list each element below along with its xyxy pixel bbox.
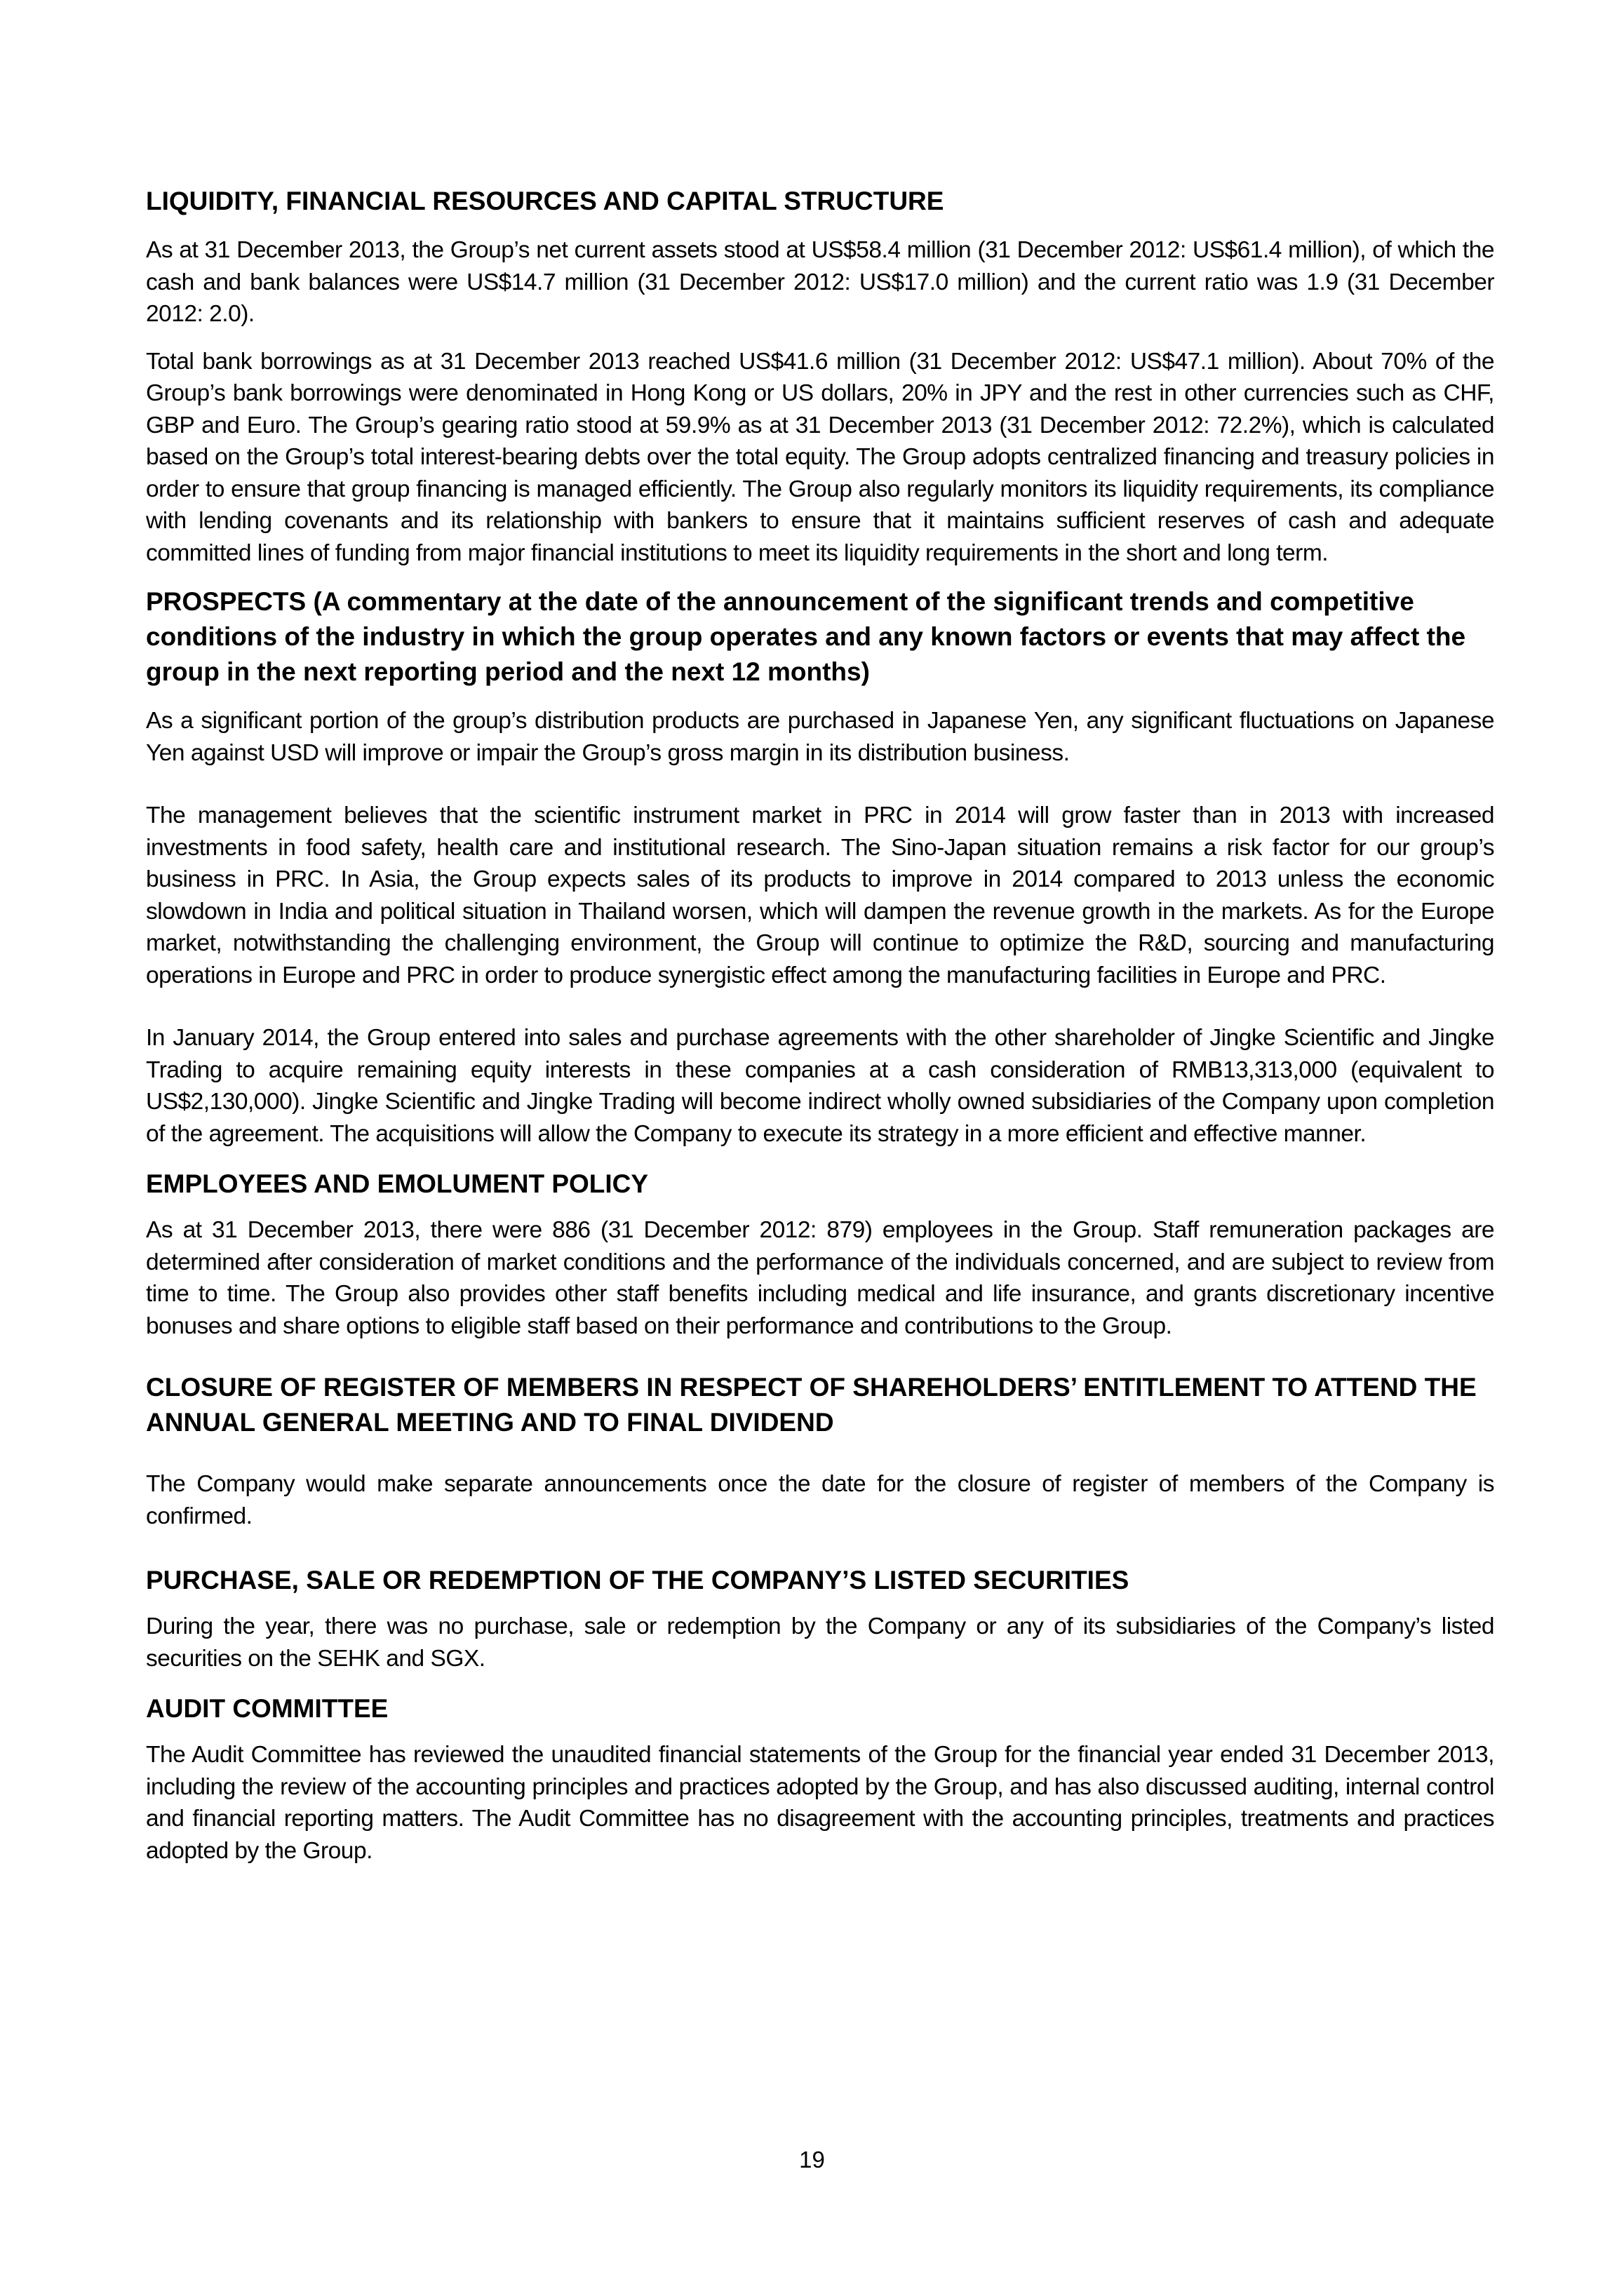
paragraph-purchase-1: During the year, there was no purchase, sale or redemption by the Company or any of its subsidiaries of the Company’s listed securities on the SEHK and SGX. xyxy=(146,1613,1494,1672)
paragraph-employees-1: As at 31 December 2013, there were 886 (31 December 2012: 879) employees in the Group. Staff remuneration packages are determined after consideration of market conditions and the performance of the individuals concerned, and are subject to review from time to time. The Group also provides other staff benefits including medical and life insurance, and grants discretionary incentive bonuses and share options to eligible staff based on their performance and contributions to the Group. xyxy=(146,1217,1494,1339)
paragraph-liquidity-1: As at 31 December 2013, the Group’s net current assets stood at US$58.4 million (31 December 2012: US$61.4 million), of which the cash and bank balances were US$14.7 million (31 December 2012: US$17.0 million) and the current ratio was 1.9 (31 December 2012: 2.0). xyxy=(146,237,1494,327)
document-page xyxy=(146,184,1494,1867)
heading-prospects: PROSPECTS (A commentary at the date of the announcement of the significant trends and competitive conditions of the industry in which the group operates and any known factors or events that may affect the group in the next reporting period and the next 12 months) xyxy=(146,587,1466,686)
heading-liquidity: LIQUIDITY, FINANCIAL RESOURCES AND CAPITAL STRUCTURE xyxy=(146,187,944,215)
page-number: 19 xyxy=(799,2147,825,2173)
heading-closure: CLOSURE OF REGISTER OF MEMBERS IN RESPECT OF SHAREHOLDERS’ ENTITLEMENT TO ATTEND THE ANNUAL GENERAL MEETING AND TO FINAL DIVIDEND xyxy=(146,1373,1477,1437)
heading-audit: AUDIT COMMITTEE xyxy=(146,1694,389,1723)
heading-purchase: PURCHASE, SALE OR REDEMPTION OF THE COMPANY’S LISTED SECURITIES xyxy=(146,1566,1129,1595)
heading-employees: EMPLOYEES AND EMOLUMENT POLICY xyxy=(146,1169,649,1198)
paragraph-prospects-2: The management believes that the scientific instrument market in PRC in 2014 will grow faster than in 2013 with increased investments in food safety, health care and institutional research. The Sino-Japan situation remains a risk factor for our group’s business in PRC. In Asia, the Group expects sales of its products to improve in 2014 compared to 2013 unless the economic slowdown in India and political situation in Thailand worsen, which will dampen the revenue growth in the markets. As for the Europe market, notwithstanding the challenging environment, the Group will continue to optimize the R&D, sourcing and manufacturing operations in Europe and PRC in order to produce synergistic effect among the manufacturing facilities in Europe and PRC. xyxy=(146,803,1494,988)
paragraph-prospects-3: In January 2014, the Group entered into sales and purchase agreements with the other shareholder of Jingke Scientific and Jingke Trading to acquire remaining equity interests in these companies at a cash consideration of RMB13,313,000 (equivalent to US$2,130,000). Jingke Scientific and Jingke Trading will become indirect wholly owned subsidiaries of the Company upon completion of the agreement. The acquisitions will allow the Company to execute its strategy in a more efficient and effective manner. xyxy=(146,1025,1494,1147)
paragraph-liquidity-2: Total bank borrowings as at 31 December 2013 reached US$41.6 million (31 December 2012: US$47.1 million). About 70% of the Group’s bank borrowings were denominated in Hong Kong or US dollars, 20% in JPY and the rest in other currencies such as CHF, GBP and Euro. The Group’s gearing ratio stood at 59.9% as at 31 December 2013 (31 December 2012: 72.2%), which is calculated based on the Group’s total interest-bearing debts over the total equity. The Group adopts centralized financing and treasury policies in order to ensure that group financing is managed efficiently. The Group also regularly monitors its liquidity requirements, its compliance with lending covenants and its relationship with bankers to ensure that it maintains sufficient reserves of cash and adequate committed lines of funding from major financial institutions to meet its liquidity requirements in the short and long term. xyxy=(146,348,1494,566)
paragraph-audit-1: The Audit Committee has reviewed the unaudited financial statements of the Group for the financial year ended 31 December 2013, including the review of the accounting principles and practices adopted by the Group, and has also discussed auditing, internal control and financial reporting matters. The Audit Committee has no disagreement with the accounting principles, treatments and practices adopted by the Group. xyxy=(146,1742,1494,1864)
paragraph-prospects-1: As a significant portion of the group’s distribution products are purchased in Japanese Yen, any significant fluctuations on Japanese Yen against USD will improve or impair the Group’s gross margin in its distribution business. xyxy=(146,708,1494,766)
paragraph-closure-1: The Company would make separate announcements once the date for the closure of register of members of the Company is confirmed. xyxy=(146,1471,1494,1529)
